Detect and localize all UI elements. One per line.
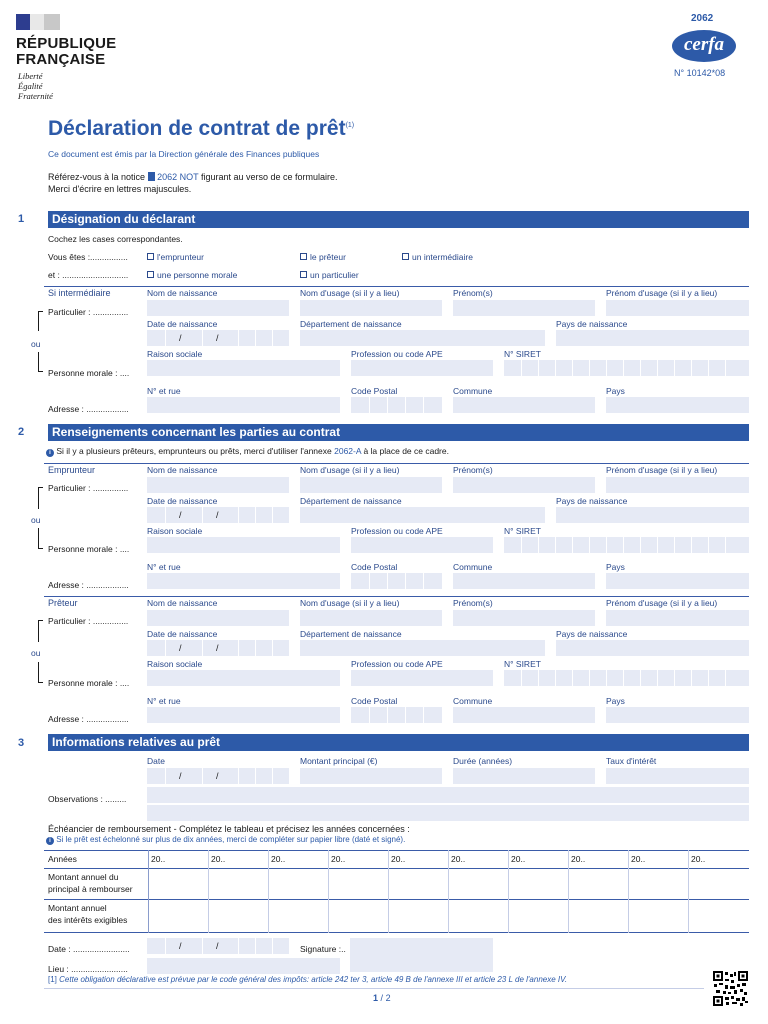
intermediaire-label: un intermédiaire	[412, 252, 473, 262]
particulier-label: Particulier : ...............	[48, 307, 129, 317]
label-nom-usage: Nom d'usage (si il y a lieu)	[300, 288, 400, 298]
footnote: [1] Cette obligation déclarative est prévue par le code général des impôts: article 242 ter 3, article 49 B de l'annexe III et article 23 L de l'annexe IV.	[48, 975, 568, 984]
input-pays[interactable]	[606, 707, 749, 723]
bracket	[38, 528, 43, 549]
year-cell[interactable]: 20..	[271, 854, 286, 864]
year-cell[interactable]: 20..	[211, 854, 226, 864]
label-date-naissance: Date de naissance	[147, 319, 218, 329]
label-prenoms: Prénom(s)	[453, 465, 493, 475]
form-title-text: Déclaration de contrat de prêt	[48, 117, 346, 140]
label-siret: N° SIRET	[504, 349, 541, 359]
caps-instruction: Merci d'écrire en lettres majuscules.	[48, 184, 192, 194]
info-icon: i	[46, 837, 54, 845]
label-prenom-usage: Prénom d'usage (si il y a lieu)	[606, 288, 718, 298]
label-profession: Profession ou code APE	[351, 349, 443, 359]
row-label-interets-1: Montant annuel	[48, 903, 107, 913]
date-slash: /	[179, 510, 182, 520]
input-prenom-usage[interactable]	[606, 610, 749, 626]
form-number: 2062	[691, 13, 714, 24]
input-duree[interactable]	[453, 768, 595, 784]
section-2-number: 2	[18, 426, 25, 438]
label-nom-usage: Nom d'usage (si il y a lieu)	[300, 598, 400, 608]
rf-line2: FRANÇAISE	[16, 51, 106, 68]
input-siret[interactable]	[504, 537, 749, 553]
label-date-naissance: Date de naissance	[147, 629, 218, 639]
input-pays-naissance[interactable]	[556, 640, 749, 656]
year-cell[interactable]: 20..	[631, 854, 646, 864]
label-date-pret: Date	[147, 756, 165, 766]
party-label: Emprunteur	[48, 465, 96, 475]
input-pays[interactable]	[606, 573, 749, 589]
input-pays[interactable]	[606, 397, 749, 413]
info-icon: i	[46, 449, 54, 457]
date-slash: /	[216, 643, 219, 653]
date-slash: /	[216, 510, 219, 520]
input-nom-naissance[interactable]	[147, 300, 289, 316]
label-profession: Profession ou code APE	[351, 526, 443, 536]
label-prenom-usage: Prénom d'usage (si il y a lieu)	[606, 598, 718, 608]
input-profession[interactable]	[351, 670, 493, 686]
date-slash: /	[216, 771, 219, 781]
checkbox-preteur[interactable]	[300, 253, 307, 260]
bracket	[38, 487, 43, 509]
personne-morale-option-label: une personne morale	[157, 270, 238, 280]
input-observations-1[interactable]	[147, 787, 749, 803]
input-profession[interactable]	[351, 360, 493, 376]
label-pays: Pays	[606, 696, 625, 706]
checkbox-particulier[interactable]	[300, 271, 307, 278]
label-siret: N° SIRET	[504, 659, 541, 669]
year-cell[interactable]: 20..	[691, 854, 706, 864]
input-code-postal[interactable]	[351, 707, 442, 723]
input-commune[interactable]	[453, 397, 595, 413]
checkbox-instruction: Cochez les cases correspondantes.	[48, 234, 183, 244]
checkbox-personne-morale[interactable]	[147, 271, 154, 278]
label-taux: Taux d'intérêt	[606, 756, 657, 766]
marianne-icon	[16, 14, 60, 30]
adresse-label: Adresse : ..................	[48, 580, 129, 590]
input-pays-naissance[interactable]	[556, 330, 749, 346]
input-lieu[interactable]	[147, 958, 340, 974]
label-raison-sociale: Raison sociale	[147, 659, 203, 669]
label-siret: N° SIRET	[504, 526, 541, 536]
input-taux[interactable]	[606, 768, 749, 784]
ou-label: ou	[31, 339, 41, 349]
input-code-postal[interactable]	[351, 573, 442, 589]
input-code-postal[interactable]	[351, 397, 442, 413]
party-label: Si intermédiaire	[48, 288, 111, 298]
label-commune: Commune	[453, 562, 493, 572]
label-code-postal: Code Postal	[351, 696, 398, 706]
input-siret[interactable]	[504, 360, 749, 376]
bracket	[38, 352, 43, 372]
label-dept-naissance: Département de naissance	[300, 629, 402, 639]
form-title	[48, 117, 354, 141]
issuer-line: Ce document est émis par la Direction générale des Finances publiques	[48, 149, 320, 159]
input-nom-naissance[interactable]	[147, 610, 289, 626]
input-dept-naissance[interactable]	[300, 640, 545, 656]
input-nom-usage[interactable]	[300, 300, 442, 316]
section-2-header: Renseignements concernant les parties au contrat	[48, 424, 749, 441]
qr-code-icon	[713, 971, 748, 1006]
input-siret[interactable]	[504, 670, 749, 686]
signature-box[interactable]	[350, 938, 493, 972]
input-dept-naissance[interactable]	[300, 507, 545, 523]
label-nom-naissance: Nom de naissance	[147, 288, 218, 298]
label-pays-naissance: Pays de naissance	[556, 319, 628, 329]
emprunteur-label: l'emprunteur	[157, 252, 204, 262]
cerfa-logo: cerfa	[672, 30, 736, 62]
label-nom-usage: Nom d'usage (si il y a lieu)	[300, 465, 400, 475]
adresse-label: Adresse : ..................	[48, 404, 129, 414]
observations-label: Observations : .........	[48, 794, 127, 804]
date-slash: /	[179, 643, 182, 653]
year-cell[interactable]: 20..	[391, 854, 406, 864]
label-dept-naissance: Département de naissance	[300, 319, 402, 329]
ou-label: ou	[31, 648, 41, 658]
input-prenom-usage[interactable]	[606, 300, 749, 316]
input-profession[interactable]	[351, 537, 493, 553]
interets-row-cells[interactable]	[149, 900, 749, 932]
input-nom-usage[interactable]	[300, 610, 442, 626]
input-no-rue[interactable]	[147, 397, 340, 413]
input-commune[interactable]	[453, 707, 595, 723]
section-1-number: 1	[18, 213, 25, 225]
label-raison-sociale: Raison sociale	[147, 526, 203, 536]
checkbox-emprunteur[interactable]	[147, 253, 154, 260]
signature-label: Signature :..	[300, 944, 346, 954]
label-prenoms: Prénom(s)	[453, 288, 493, 298]
section-3-number: 3	[18, 737, 25, 749]
label-pays: Pays	[606, 562, 625, 572]
input-commune[interactable]	[453, 573, 595, 589]
lieu-label: Lieu : ........................	[48, 964, 128, 974]
label-code-postal: Code Postal	[351, 562, 398, 572]
input-dept-naissance[interactable]	[300, 330, 545, 346]
year-cell[interactable]: 20..	[511, 854, 526, 864]
section-3-header: Informations relatives au prêt	[48, 734, 749, 751]
label-no-rue: N° et rue	[147, 696, 181, 706]
label-commune: Commune	[453, 386, 493, 396]
label-commune: Commune	[453, 696, 493, 706]
vous-etes-label: Vous êtes :................	[48, 252, 128, 262]
personne-morale-label: Personne morale : ....	[48, 678, 130, 688]
echeancier-title: Échéancier de remboursement - Complétez le tableau et précisez les années concernées :	[48, 824, 410, 834]
input-observations-2[interactable]	[147, 805, 749, 821]
party-label: Prêteur	[48, 598, 78, 608]
section-1-header: Désignation du déclarant	[48, 211, 749, 228]
table-header-annees: Années	[48, 854, 77, 864]
label-raison-sociale: Raison sociale	[147, 349, 203, 359]
input-raison-sociale[interactable]	[147, 537, 340, 553]
input-raison-sociale[interactable]	[147, 360, 340, 376]
particulier-label: Particulier : ...............	[48, 483, 129, 493]
label-profession: Profession ou code APE	[351, 659, 443, 669]
preteur-label: le prêteur	[310, 252, 346, 262]
label-code-postal: Code Postal	[351, 386, 398, 396]
row-label-principal-2: principal à rembourser	[48, 884, 133, 894]
label-pays: Pays	[606, 386, 625, 396]
multi-party-info: i Si il y a plusieurs prêteurs, emprunteurs ou prêts, merci d'utiliser l'annexe 2062-A à la place de ce cadre.	[46, 446, 449, 457]
republique-francaise-logo	[16, 14, 126, 104]
particulier-option-label: un particulier	[310, 270, 359, 280]
echeancier-info: i Si le prêt est échelonné sur plus de dix années, merci de compléter sur papier libre (daté et signé).	[46, 835, 405, 845]
label-duree: Durée (années)	[453, 756, 513, 766]
personne-morale-label: Personne morale : ....	[48, 544, 130, 554]
input-raison-sociale[interactable]	[147, 670, 340, 686]
input-prenoms[interactable]	[453, 300, 595, 316]
notice-reference: Référez-vous à la notice 2062 NOT figurant au verso de ce formulaire.	[48, 172, 338, 182]
date-slash: /	[216, 333, 219, 343]
date-slash: /	[216, 941, 219, 951]
checkbox-intermediaire[interactable]	[402, 253, 409, 260]
personne-morale-label: Personne morale : ....	[48, 368, 130, 378]
annexe-link[interactable]: 2062-A	[334, 446, 362, 456]
bracket	[38, 311, 43, 331]
label-montant: Montant principal (€)	[300, 756, 378, 766]
notice-link[interactable]: 2062 NOT	[157, 172, 199, 182]
adresse-label: Adresse : ..................	[48, 714, 129, 724]
year-cell[interactable]: 20..	[151, 854, 166, 864]
document-icon	[148, 172, 155, 181]
input-prenom-usage[interactable]	[606, 477, 749, 493]
input-nom-naissance[interactable]	[147, 477, 289, 493]
motto-liberte: Liberté	[18, 71, 43, 81]
input-no-rue[interactable]	[147, 707, 340, 723]
row-label-interets-2: des intérêts exigibles	[48, 915, 128, 925]
label-pays-naissance: Pays de naissance	[556, 496, 628, 506]
et-label: et : ............................	[48, 270, 129, 280]
year-cell[interactable]: 20..	[331, 854, 346, 864]
cerfa-number: N° 10142*08	[674, 68, 726, 78]
principal-row-cells[interactable]	[149, 869, 749, 899]
date-slash: /	[179, 941, 182, 951]
page-number: 1 / 2	[373, 993, 391, 1003]
particulier-label: Particulier : ...............	[48, 616, 129, 626]
bracket	[38, 620, 43, 642]
input-prenoms[interactable]	[453, 610, 595, 626]
ou-label: ou	[31, 515, 41, 525]
date-slash: /	[179, 333, 182, 343]
input-montant[interactable]	[300, 768, 442, 784]
label-pays-naissance: Pays de naissance	[556, 629, 628, 639]
motto-fraternite: Fraternité	[18, 91, 53, 101]
repayment-table	[44, 850, 749, 934]
label-dept-naissance: Département de naissance	[300, 496, 402, 506]
input-no-rue[interactable]	[147, 573, 340, 589]
label-date-naissance: Date de naissance	[147, 496, 218, 506]
label-nom-naissance: Nom de naissance	[147, 465, 218, 475]
input-prenoms[interactable]	[453, 477, 595, 493]
row-label-principal-1: Montant annuel du	[48, 872, 119, 882]
label-no-rue: N° et rue	[147, 386, 181, 396]
label-nom-naissance: Nom de naissance	[147, 598, 218, 608]
motto-egalite: Égalité	[18, 81, 43, 91]
label-prenoms: Prénom(s)	[453, 598, 493, 608]
year-cell[interactable]: 20..	[571, 854, 586, 864]
year-cell[interactable]: 20..	[451, 854, 466, 864]
label-prenom-usage: Prénom d'usage (si il y a lieu)	[606, 465, 718, 475]
title-footnote: (1)	[345, 122, 355, 129]
rf-line1: RÉPUBLIQUE	[16, 35, 117, 52]
date-slash: /	[179, 771, 182, 781]
date-signature-label: Date : ........................	[48, 944, 130, 954]
input-nom-usage[interactable]	[300, 477, 442, 493]
input-pays-naissance[interactable]	[556, 507, 749, 523]
bracket	[38, 662, 43, 683]
label-no-rue: N° et rue	[147, 562, 181, 572]
